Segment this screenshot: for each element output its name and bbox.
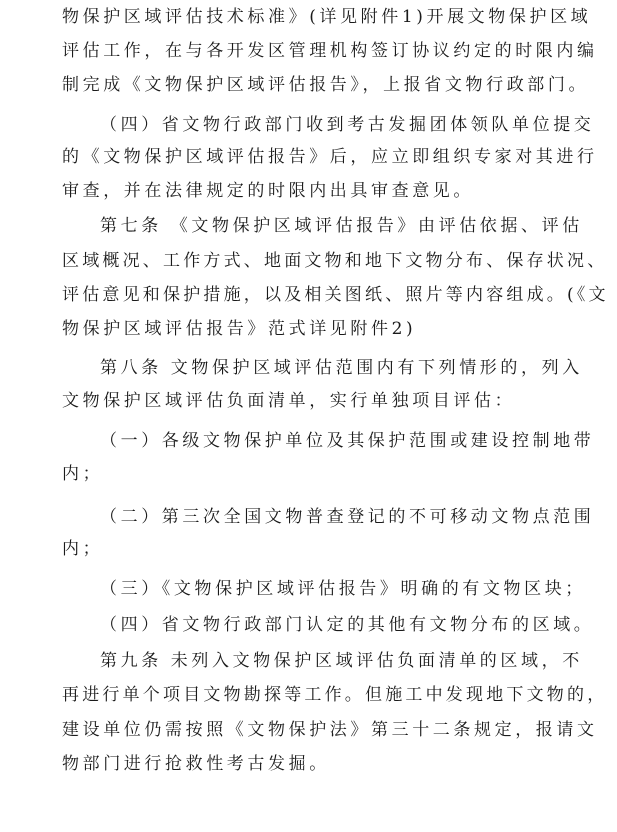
text-line-3: 制完成《文物保护区域评估报告》，上报省文物行政部门。 [62, 75, 590, 95]
text-line-22: 物部门进行抢救性考古发掘。 [62, 754, 330, 774]
text-line-20: 再进行单个项目文物勘探等工作。但施工中发现地下文物的， [62, 685, 608, 705]
text-line-7: 第七条 《文物保护区域评估报告》由评估依据、评估 [100, 216, 583, 236]
text-line-8: 区域概况、工作方式、地面文物和地下文物分布、保存状况、 [62, 251, 608, 271]
text-line-16: 内； [62, 539, 104, 559]
text-line-19: 第九条 未列入文物保护区域评估负面清单的区域，不 [100, 651, 583, 671]
text-line-2: 评估工作，在与各开发区管理机构签订协议约定的时限内编 [62, 41, 598, 61]
text-line-13: （一）各级文物保护单位及其保护范围或建设控制地带 [100, 431, 595, 451]
text-line-4: （四）省文物行政部门收到考古发掘团体领队单位提交 [100, 115, 595, 135]
text-line-11: 第八条 文物保护区域评估范围内有下列情形的，列入 [100, 358, 583, 378]
text-line-14: 内； [62, 464, 104, 484]
text-line-21: 建设单位仍需按照《文物保护法》第三十二条规定，报请文 [62, 720, 598, 740]
text-line-5: 的《文物保护区域评估报告》后，应立即组织专家对其进行 [62, 147, 598, 167]
text-line-17: （三）《文物保护区域评估报告》明确的有文物区块； [100, 579, 586, 599]
text-line-9: 评估意见和保护措施，以及相关图纸、照片等内容组成。(《文 [62, 285, 609, 305]
text-line-1: 物保护区域评估技术标准》(详见附件1)开展文物保护区域 [62, 7, 592, 27]
text-line-10: 物保护区域评估报告》范式详见附件2) [62, 319, 417, 339]
text-line-6: 审查，并在法律规定的时限内出具审查意见。 [62, 181, 474, 201]
text-line-12: 文物保护区域评估负面清单，实行单独项目评估： [62, 391, 516, 411]
text-line-18: （四）省文物行政部门认定的其他有文物分布的区域。 [100, 615, 595, 635]
text-line-15: （二）第三次全国文物普查登记的不可移动文物点范围 [100, 507, 595, 527]
